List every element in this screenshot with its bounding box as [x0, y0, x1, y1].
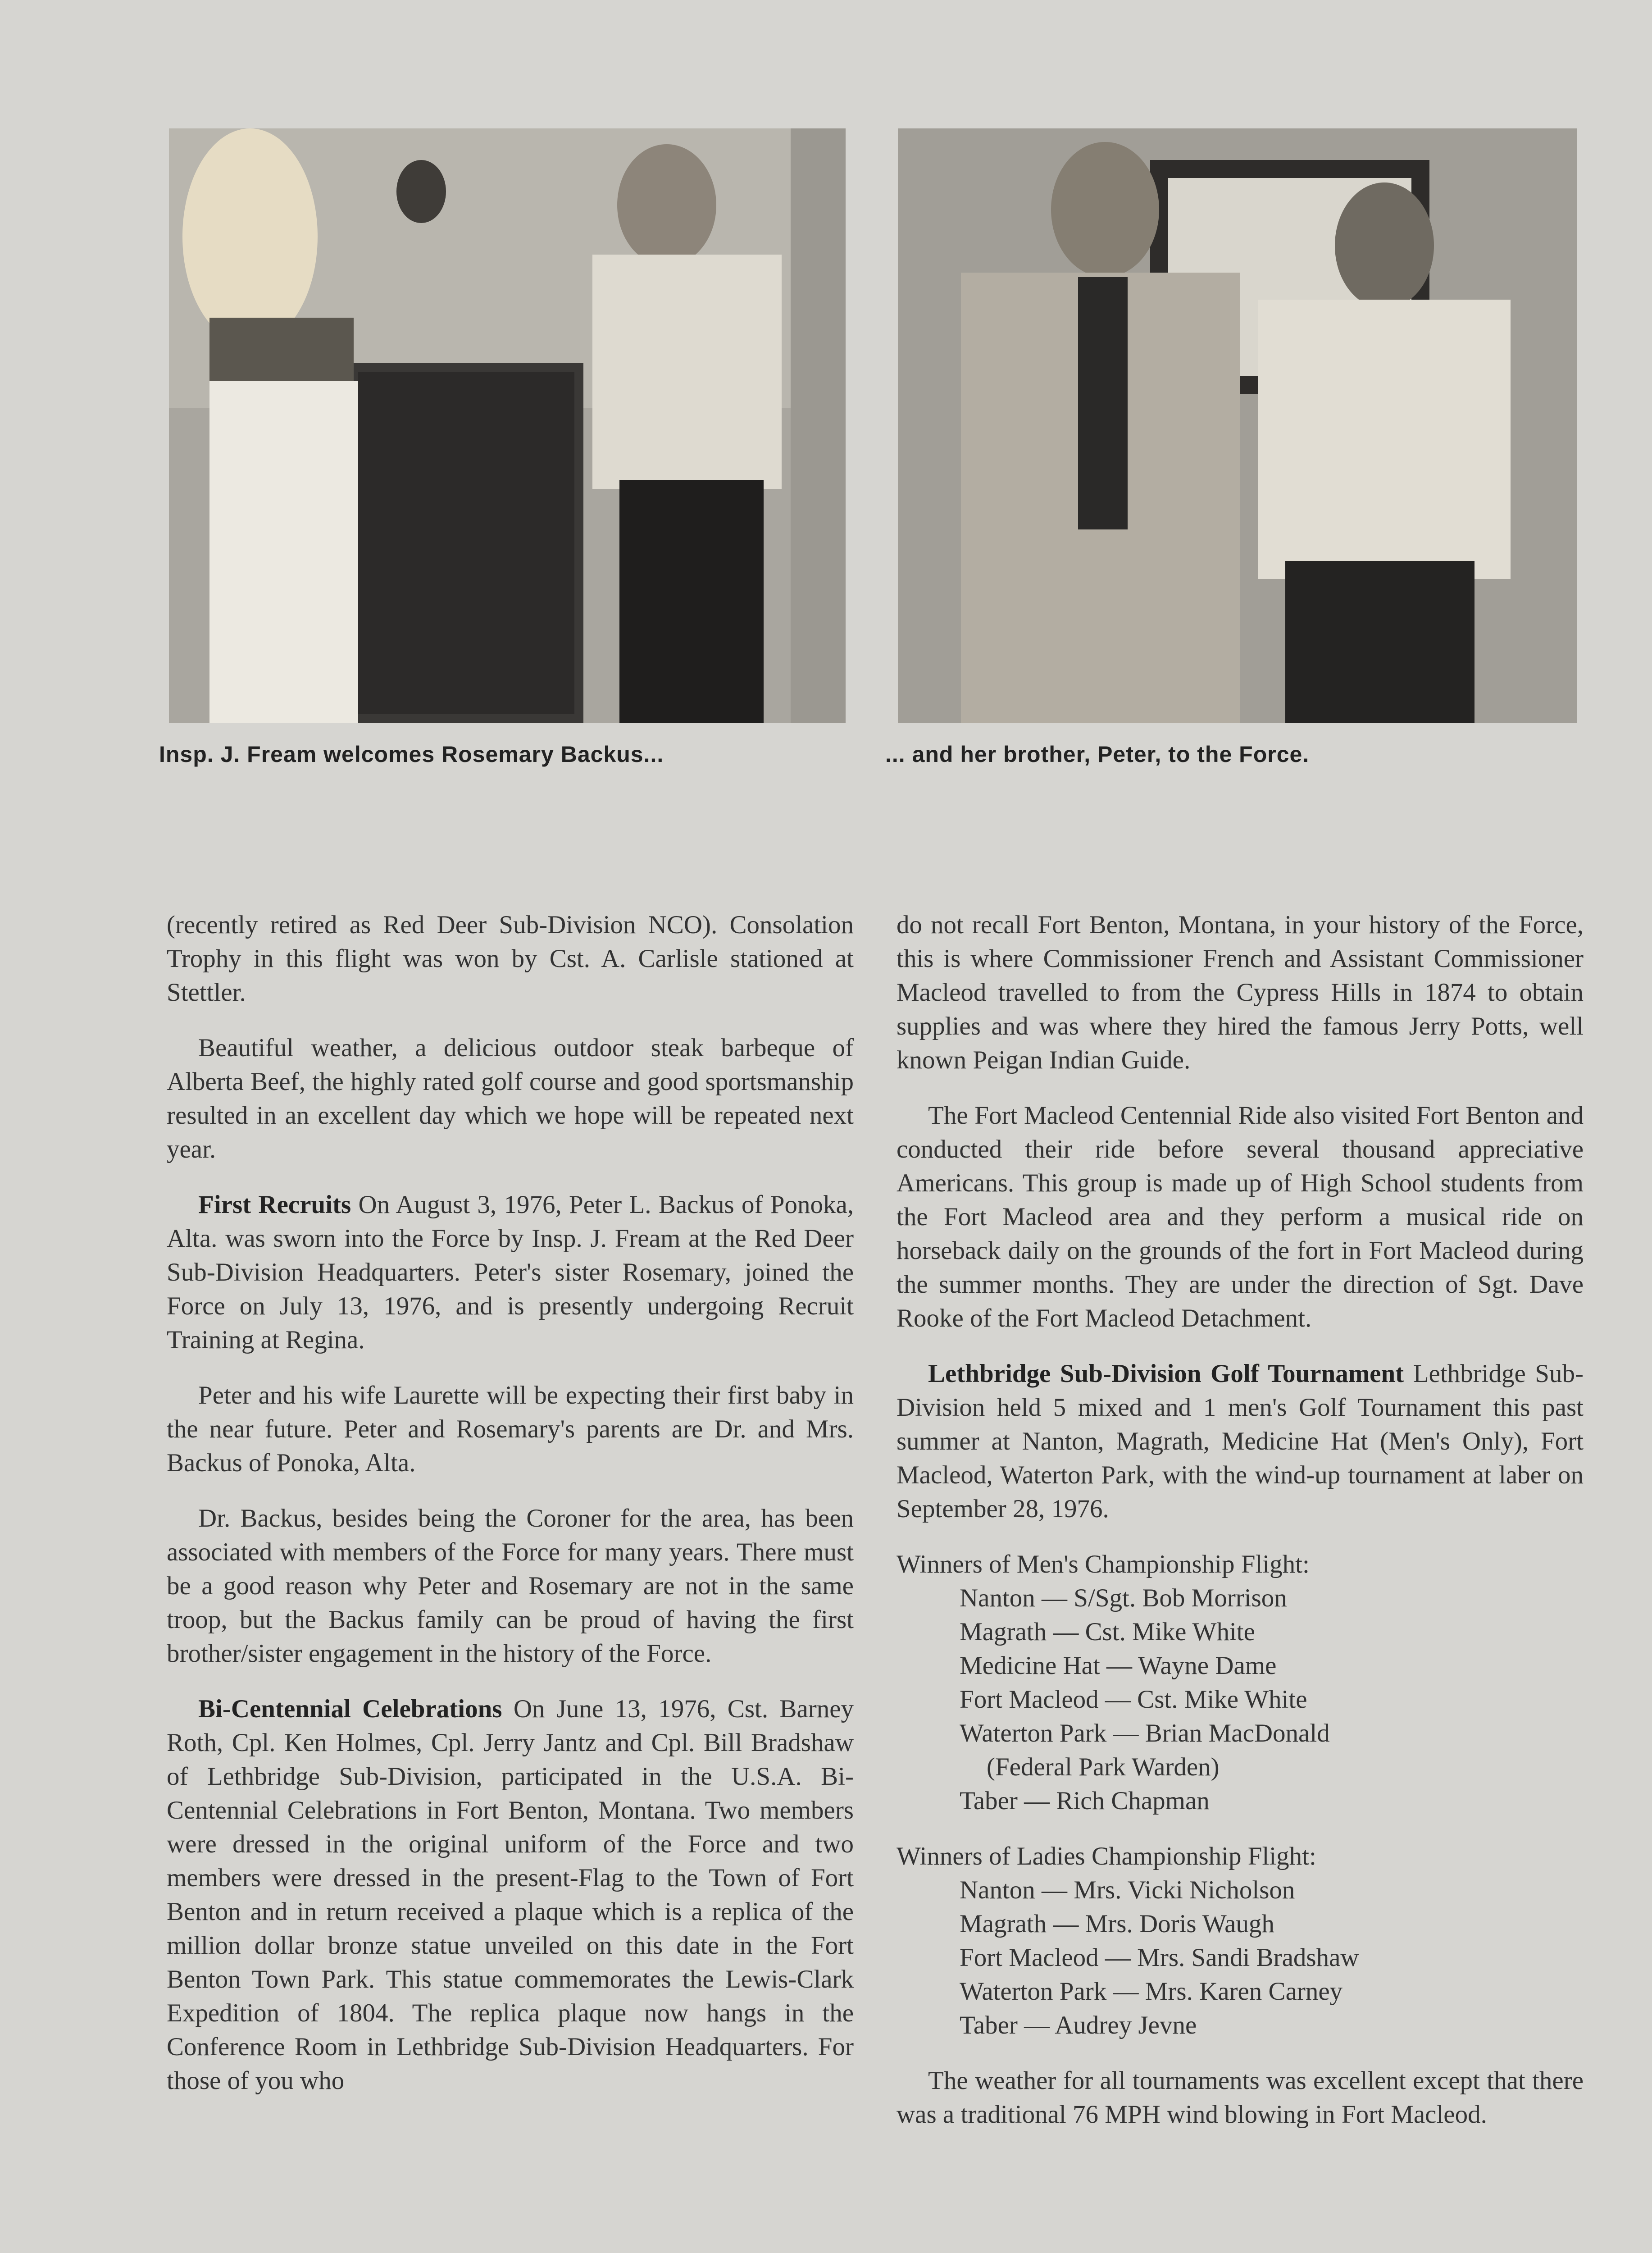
list-item: (Federal Park Warden) [987, 1753, 1220, 1781]
list-item: Fort Macleod — Cst. Mike White [960, 1685, 1307, 1714]
paragraph: The weather for all tournaments was excellent except that there was a traditional 76 MPH wind blowing in Fort Macleod. [897, 2066, 1584, 2129]
left-column [167, 908, 854, 2119]
ladies-winners-title: Winners of Ladies Championship Flight: [897, 1842, 1316, 1870]
mens-winners-title: Winners of Men's Championship Flight: [897, 1550, 1310, 1578]
photo-peter-backus [898, 128, 1577, 723]
list-item: Nanton — S/Sgt. Bob Morrison [960, 1584, 1287, 1612]
photo-caption-left: Insp. J. Fream welcomes Rosemary Backus... [159, 742, 664, 767]
paragraph: The Fort Macleod Centennial Ride also visited Fort Benton and conducted their ride before several thousand appreciative Americans. This group is made up of High School students from the Fort Macleod area and they perform a musical ride on horseback daily on the grounds of the fort in Fort Macleod during the summer months. They are under the direction of Sgt. Dave Rooke of the Fort Macleod Detachment. [897, 1101, 1584, 1332]
paragraph: Lethbridge Sub-Division Golf Tournament Lethbridge Sub-Division held 5 mixed and 1 men's Golf Tournament this past summer at Nanton, Magrath, Medicine Hat (Men's Only), Fort Macleod, Waterton Park, with the wind-up tournament at laber on September 28, 1976. [897, 1359, 1584, 1523]
section-heading: First Recruits [198, 1190, 351, 1219]
paragraph: Bi-Centennial Celebrations On June 13, 1976, Cst. Barney Roth, Cpl. Ken Holmes, Cpl. Jerry Jantz and Cpl. Bill Bradshaw of Lethbridge Sub-Division, participated in the U.S.A. Bi-Centennial Celebrations in Fort Benton, Montana. Two members were dressed in the original uniform of the Force and two members were dressed in the present-Flag to the Town of Fort Benton and in return received a plaque which is a replica of the million dollar bronze statue unveiled on this date in the Fort Benton Town Park. This statue commemorates the Lewis-Clark Expedition of 1804. The replica plaque now hangs in the Conference Room in Lethbridge Sub-Division Headquarters. For those of you who [167, 1695, 854, 2095]
section-heading: Bi-Centennial Celebrations [198, 1695, 502, 1723]
paragraph: Beautiful weather, a delicious outdoor steak barbeque of Alberta Beef, the highly rated golf course and good sportsmanship resulted in an excellent day which we hope will be repeated next year. [167, 1034, 854, 1163]
list-item: Medicine Hat — Wayne Dame [960, 1651, 1277, 1680]
list-item: Magrath — Cst. Mike White [960, 1618, 1255, 1646]
paragraph: (recently retired as Red Deer Sub-Division NCO). Consolation Trophy in this flight was won by Cst. A. Carlisle stationed at Stettler. [167, 911, 854, 1007]
paragraph: Dr. Backus, besides being the Coroner for the area, has been associated with members of the Force for many years. There must be a good reason why Peter and Rosemary are not in the same troop, but the Backus family can be proud of having the first brother/sister engagement in the history of the Force. [167, 1504, 854, 1668]
photo-fream-rosemary-image [169, 128, 846, 723]
photo-caption-right: ... and her brother, Peter, to the Force. [885, 742, 1310, 767]
paragraph: do not recall Fort Benton, Montana, in your history of the Force, this is where Commissioner French and Assistant Commissioner Macleod travelled to from the Cypress Hills in 1874 to obtain supplies and was where they hired the famous Jerry Potts, well known Peigan Indian Guide. [897, 911, 1584, 1074]
list-item: Magrath — Mrs. Doris Waugh [960, 1910, 1274, 1938]
paragraph: First Recruits On August 3, 1976, Peter L. Backus of Ponoka, Alta. was sworn into the Force by Insp. J. Fream at the Red Deer Sub-Division Headquarters. Peter's sister Rosemary, joined the Force on July 13, 1976, and is presently undergoing Recruit Training at Regina. [167, 1190, 854, 1354]
list-item: Waterton Park — Mrs. Karen Carney [960, 1977, 1343, 2006]
ladies-winners-list [897, 1873, 1584, 2042]
list-item: Nanton — Mrs. Vicki Nicholson [960, 1876, 1295, 1904]
section-heading: Lethbridge Sub-Division Golf Tournament [928, 1359, 1404, 1388]
list-item: Fort Macleod — Mrs. Sandi Bradshaw [960, 1943, 1359, 1972]
list-item: Waterton Park — Brian MacDonald [960, 1719, 1330, 1747]
mens-winners-list [897, 1581, 1584, 1818]
right-column [897, 908, 1584, 2153]
list-item: Taber — Audrey Jevne [960, 2011, 1197, 2039]
photo-fream-rosemary [169, 128, 846, 723]
list-item: Taber — Rich Chapman [960, 1787, 1210, 1815]
paragraph: Peter and his wife Laurette will be expecting their first baby in the near future. Peter and Rosemary's parents are Dr. and Mrs. Backus of Ponoka, Alta. [167, 1381, 854, 1477]
photo-peter-backus-image [898, 128, 1577, 723]
